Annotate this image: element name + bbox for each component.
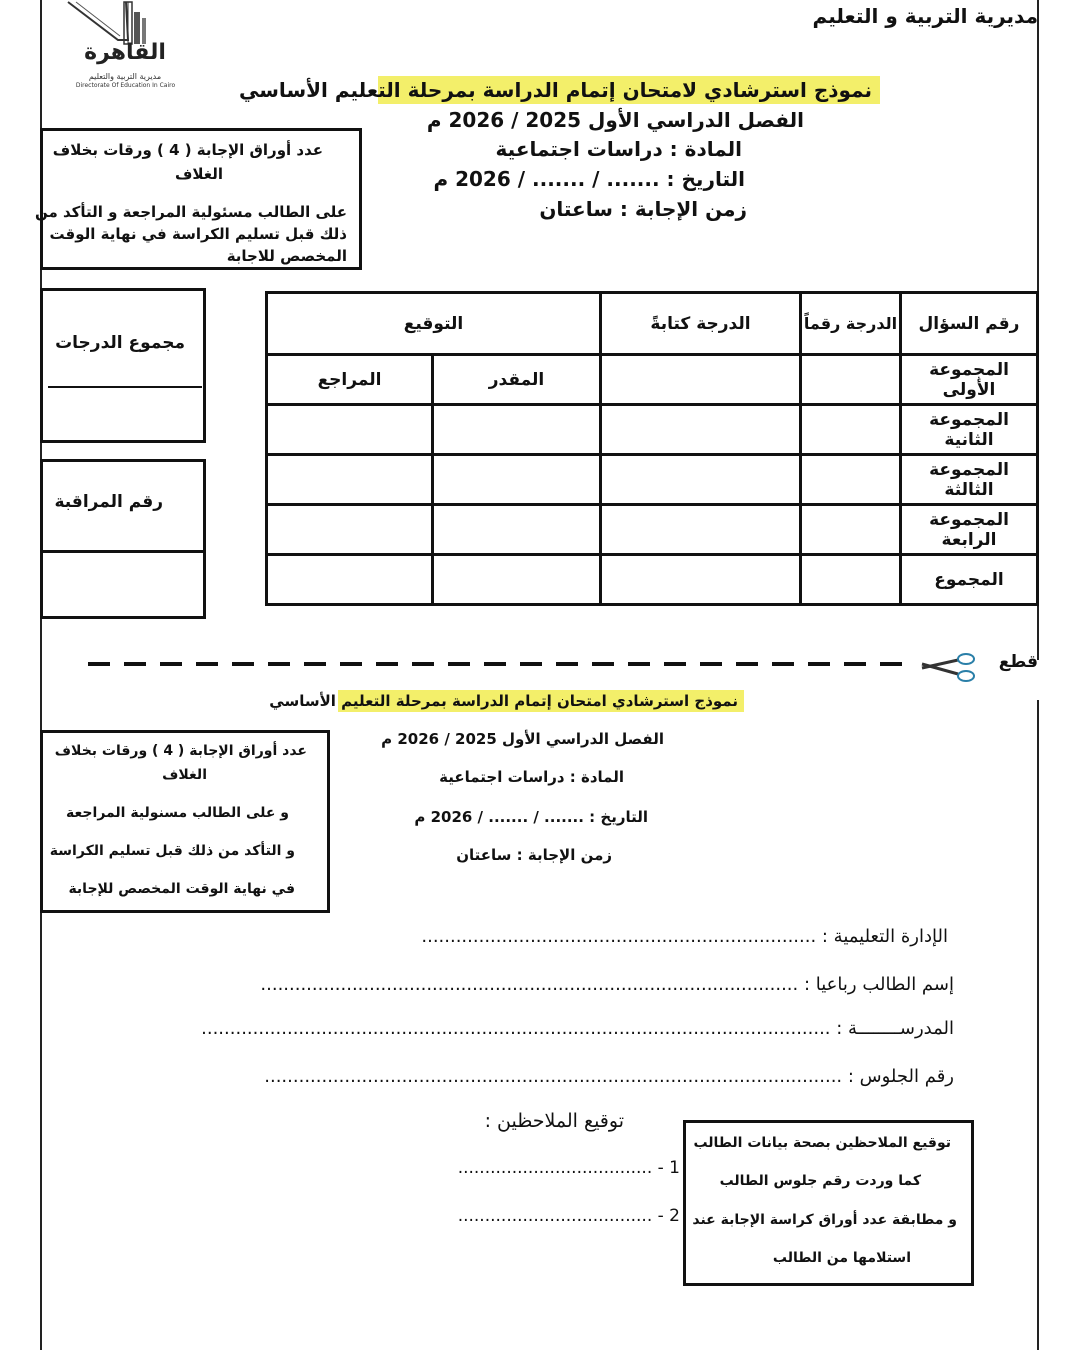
bottom-note-line: و التأكد من ذلك قبل تسليم الكراسة: [49, 843, 295, 859]
total-grades-box: [40, 288, 206, 443]
cut-label: قطع: [998, 652, 1038, 672]
row-label: المجموعة الثانية: [901, 405, 1038, 455]
grade-cell[interactable]: [601, 455, 801, 505]
grade-cell[interactable]: [433, 455, 601, 505]
scissors-icon: [918, 650, 982, 684]
page-border-right-bottom: [1037, 700, 1039, 1350]
cairo-logo: [58, 0, 193, 92]
header-grade-written: الدرجة كتابةً: [601, 293, 801, 355]
grade-cell[interactable]: [801, 555, 901, 605]
observers-note-line: توقيع الملاحظين بصحة بيانات الطالب: [693, 1135, 951, 1151]
top-note-line: عدد أوراق الإجابة ( 4 ) ورقات بخلاف: [52, 141, 323, 159]
top-note-line: المخصص للاجابة: [226, 247, 347, 265]
bottom-date: التاريخ : ....... / ....... / 2026 م: [414, 808, 648, 826]
grade-cell[interactable]: [601, 405, 801, 455]
directorate-title: مديرية التربية و التعليم: [812, 4, 1038, 28]
bottom-semester: الفصل الدراسي الأول 2025 / 2026 م: [381, 730, 664, 748]
header-reviewer: المراجع: [267, 355, 433, 405]
logo-sub-ar: مديرية التربية والتعليم: [88, 72, 162, 81]
grade-cell[interactable]: [801, 405, 901, 455]
observers-note-line: و مطابقة عدد أوراق كراسة الإجابة عند: [692, 1212, 957, 1228]
monitor-number-divider: [43, 550, 203, 553]
monitor-number-box: [40, 459, 206, 619]
grade-cell[interactable]: [267, 405, 433, 455]
top-semester: الفصل الدراسي الأول 2025 / 2026 م: [426, 108, 804, 132]
top-note-line: ذلك قبل تسليم الكراسة في نهاية الوقت: [49, 225, 347, 243]
bottom-note-line: و على الطالب مسنولية المراجعة: [66, 805, 289, 821]
grades-table: [265, 291, 1039, 606]
grade-cell[interactable]: [801, 505, 901, 555]
row-label: المجموعة الأولى: [901, 355, 1038, 405]
row-label: المجموعة الثالثة: [901, 455, 1038, 505]
top-note-box: [34, 128, 362, 270]
row-label: المجموع: [901, 555, 1038, 605]
header-question-number: رقم السؤال: [901, 293, 1038, 355]
seat-number-field[interactable]: رقم الجلوس : .....................................................................................................: [264, 1066, 954, 1087]
grade-cell[interactable]: [267, 555, 433, 605]
top-note-line: الغلاف: [174, 165, 223, 183]
grade-cell[interactable]: [801, 455, 901, 505]
cut-line: [88, 662, 908, 666]
bottom-form-title: نموذج استرشادي امتحان إتمام الدراسة بمرحلة التعليم الأساسي: [338, 690, 744, 712]
observers-note-line: كما وردت رقم جلوس الطالب: [719, 1173, 921, 1189]
observers-note-line: استلامها من الطالب: [772, 1250, 911, 1266]
grade-cell[interactable]: [601, 355, 801, 405]
admin-field[interactable]: الإدارة التعليمية : .....................................................................: [421, 926, 948, 947]
observers-note-box: [683, 1120, 974, 1286]
observer-signature-2[interactable]: 2 - ....................................: [457, 1206, 680, 1226]
header-grade-numeric: الدرجة رقماً: [801, 293, 901, 355]
student-name-field[interactable]: إسم الطالب رباعيا : ..............................................................................................: [260, 974, 954, 995]
top-subject: المادة : دراسات اجتماعية: [495, 137, 742, 161]
grade-cell[interactable]: [267, 455, 433, 505]
bottom-note-box: [40, 730, 330, 913]
grade-cell[interactable]: [801, 355, 901, 405]
bottom-note-line: عدد أوراق الإجابة ( 4 ) ورقات بخلاف: [54, 743, 307, 759]
header-estimator: المقدر: [433, 355, 601, 405]
logo-text: القاهرة: [84, 40, 166, 65]
logo-sub-en: Directorate Of Education In Cairo: [75, 82, 176, 89]
total-grades-label: مجموع الدرجات: [55, 333, 185, 353]
bottom-subject: المادة : دراسات اجتماعية: [439, 768, 624, 786]
grade-cell[interactable]: [433, 505, 601, 555]
school-field[interactable]: المدرســــــــة : ..............................................................................................................: [201, 1018, 954, 1039]
grade-cell[interactable]: [433, 405, 601, 455]
bottom-note-line: في نهاية الوقت المخصص للإجابة: [68, 881, 295, 897]
observers-title: توقيع الملاحظين :: [484, 1110, 624, 1132]
grade-cell[interactable]: [433, 555, 601, 605]
header-signature: التوقيع: [267, 293, 601, 355]
row-label: المجموعة الرابعة: [901, 505, 1038, 555]
grade-cell[interactable]: [601, 555, 801, 605]
top-duration: زمن الإجابة : ساعتان: [539, 197, 747, 221]
bottom-duration: زمن الإجابة : ساعتان: [456, 846, 612, 864]
total-grades-divider: [48, 386, 202, 388]
top-date: التاريخ : ....... / ....... / 2026 م: [433, 167, 745, 191]
top-form-title: نموذج استرشادي لامتحان إتمام الدراسة بمرحلة التعليم الأساسي: [378, 76, 880, 104]
bottom-note-line: الغلاف: [162, 767, 207, 783]
monitor-number-label: رقم المراقبة: [54, 492, 163, 512]
grade-cell[interactable]: [601, 505, 801, 555]
top-note-line: على الطالب مسئولية المراجعة و التأكد من: [34, 203, 347, 221]
observer-signature-1[interactable]: 1 - ....................................: [457, 1158, 680, 1178]
grade-cell[interactable]: [267, 505, 433, 555]
